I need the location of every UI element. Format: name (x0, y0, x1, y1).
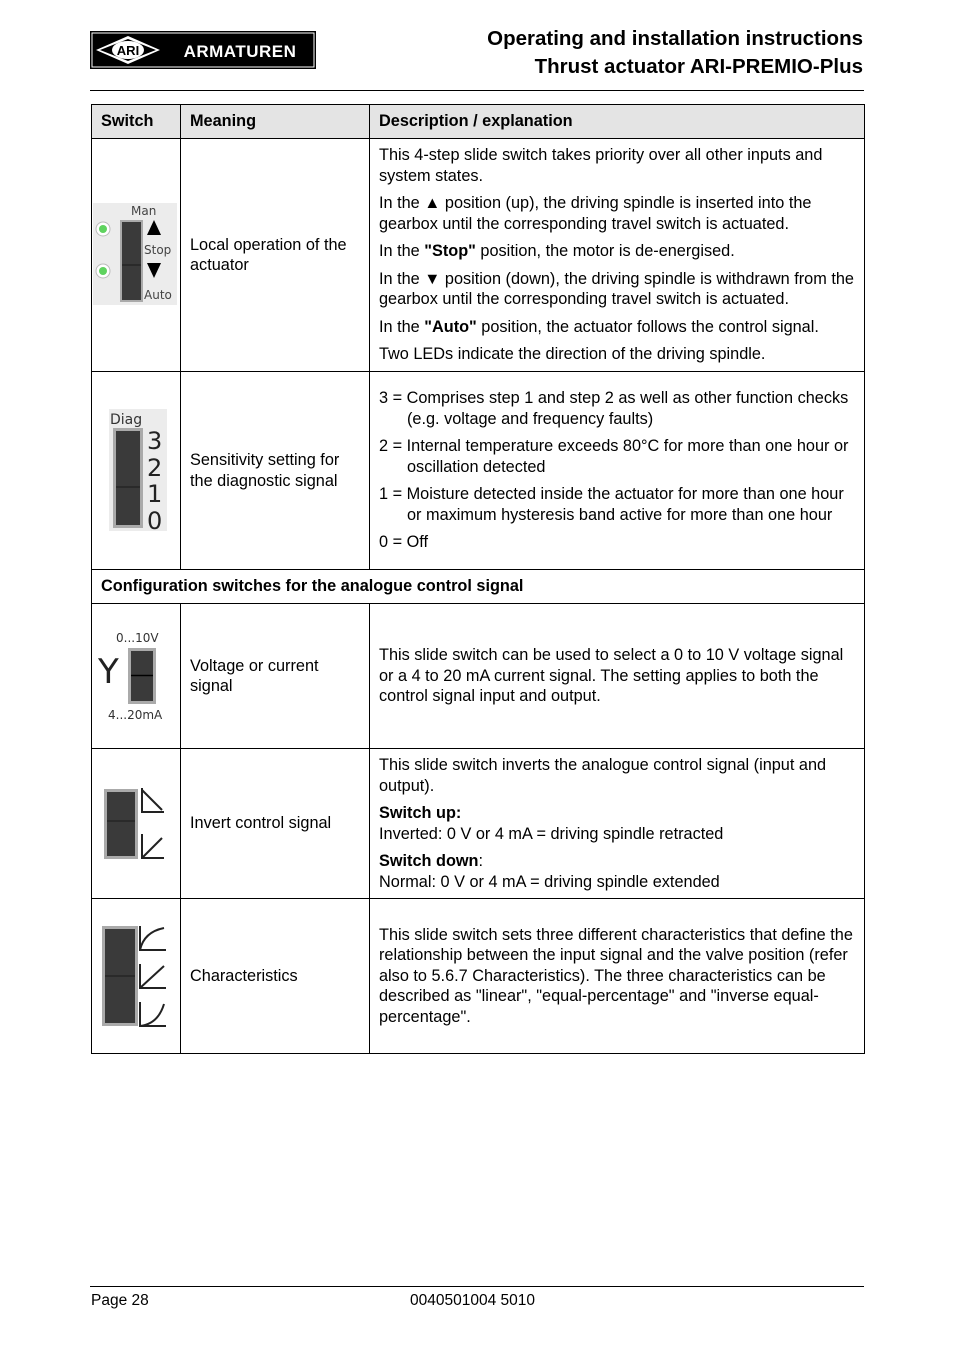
stop-label: Stop (144, 243, 172, 257)
linear-curve-icon (140, 964, 166, 988)
section-row (92, 570, 865, 604)
svg-text:0...10V: 0...10V (116, 631, 159, 645)
header-description: Description / explanation (370, 105, 865, 139)
svg-text:4...20mA: 4...20mA (108, 708, 163, 722)
man-label: Man (131, 204, 157, 218)
inverse-equal-percentage-curve-icon (140, 926, 166, 950)
desc-paragraph: Normal: 0 V or 4 mA = driving spindle extended (379, 872, 720, 891)
desc-paragraph: This slide switch inverts the analogue control signal (input and output). (379, 756, 827, 795)
desc-paragraph: In the ▲ position (up), the driving spindle is inserted into the gearbox until the corresponding travel switch is actuated. (379, 194, 812, 233)
header-meaning: Meaning (181, 105, 370, 139)
table-row (92, 604, 865, 749)
svg-text:Y: Y (98, 652, 119, 692)
equal-percentage-curve-icon (140, 1002, 166, 1026)
section-title: Configuration switches for the analogue control signal (92, 570, 865, 604)
table-row (92, 899, 865, 1054)
switch-cell (92, 899, 181, 1054)
switch-cell (92, 749, 181, 899)
footer-rule (90, 1286, 864, 1287)
svg-text:1: 1 (147, 479, 163, 508)
ari-armaturen-logo (90, 31, 316, 69)
svg-text:0: 0 (147, 506, 163, 533)
voltage-current-switch-icon (95, 628, 181, 724)
table-header-row (92, 105, 865, 139)
desc-paragraph: Two LEDs indicate the direction of the driving spindle. (379, 345, 766, 364)
meaning-characteristics: Characteristics (181, 899, 370, 1054)
switch-down-label: Switch down: (379, 852, 484, 870)
local-operation-switch-icon (93, 203, 179, 307)
meaning-local-operation: Local operation of the actuator (181, 139, 370, 372)
desc-list-item: 3 = Comprises step 1 and step 2 as well as other function checks (e.g. voltage and frequency faults) (379, 389, 849, 428)
document-subtitle: Thrust actuator ARI-PREMIO-Plus (534, 55, 863, 78)
meaning-invert: Invert control signal (181, 749, 370, 899)
description-voltage-current: This slide switch can be used to select a 0 to 10 V voltage signal or a 4 to 20 mA current signal. The setting applies to both the control signal input and output. (370, 604, 865, 749)
svg-text:2: 2 (147, 453, 163, 482)
down-triangle-icon: ▼ (424, 269, 441, 288)
switch-up-label: Switch up: (379, 804, 462, 822)
characteristics-switch-icon (102, 924, 182, 1028)
header-switch: Switch (92, 105, 181, 139)
inverted-curve-icon (142, 788, 164, 812)
up-triangle-icon: ▲ (424, 194, 441, 213)
desc-list-item: 2 = Internal temperature exceeds 80°C for more than one hour or oscillation detected (379, 437, 849, 476)
switch-cell (92, 604, 181, 749)
auto-label: Auto (144, 288, 172, 302)
description-invert (370, 749, 865, 899)
invert-switch-icon (104, 786, 180, 862)
description-diagnostic (370, 372, 865, 570)
document-number: 0040501004 5010 (410, 1292, 535, 1309)
desc-paragraph: In the "Stop" position, the motor is de-energised. (379, 242, 735, 261)
table-row (92, 139, 865, 372)
svg-text:ARMATUREN: ARMATUREN (183, 42, 297, 61)
meaning-voltage-current: Voltage or current signal (181, 604, 370, 749)
linear-curve-icon (142, 834, 164, 858)
svg-text:3: 3 (147, 426, 163, 455)
table-row (92, 749, 865, 899)
switch-table (91, 104, 865, 1054)
description-characteristics: This slide switch sets three different characteristics that define the relationship between the input signal and the valve position (refer also to 5.6.7 Characteristics). The three characteristics can be described as "linear", "equal-percentage" and "inverse equal-percentage". (370, 899, 865, 1054)
switch-cell (92, 372, 181, 570)
desc-paragraph: In the ▼ position (down), the driving spindle is withdrawn from the gearbox until the corresponding travel switch is actuated. (379, 269, 854, 309)
header-rule (90, 90, 864, 91)
svg-text:ARI: ARI (116, 43, 140, 58)
svg-text:Diag: Diag (110, 411, 143, 428)
desc-list-item: 0 = Off (379, 533, 429, 552)
desc-list-item: 1 = Moisture detected inside the actuator for more than one hour or maximum hysteresis band active for more than one hour (379, 485, 844, 524)
desc-paragraph: Inverted: 0 V or 4 mA = driving spindle retracted (379, 824, 724, 843)
document-title: Operating and installation instructions (487, 27, 863, 50)
diag-switch-icon (109, 409, 179, 533)
meaning-diagnostic: Sensitivity setting for the diagnostic signal (181, 372, 370, 570)
page-number: Page 28 (91, 1292, 149, 1309)
table-row (92, 372, 865, 570)
desc-paragraph: This 4-step slide switch takes priority over all other inputs and system states. (379, 146, 823, 185)
desc-paragraph: In the "Auto" position, the actuator follows the control signal. (379, 317, 819, 336)
description-local-operation (370, 139, 865, 372)
switch-cell (92, 139, 181, 372)
